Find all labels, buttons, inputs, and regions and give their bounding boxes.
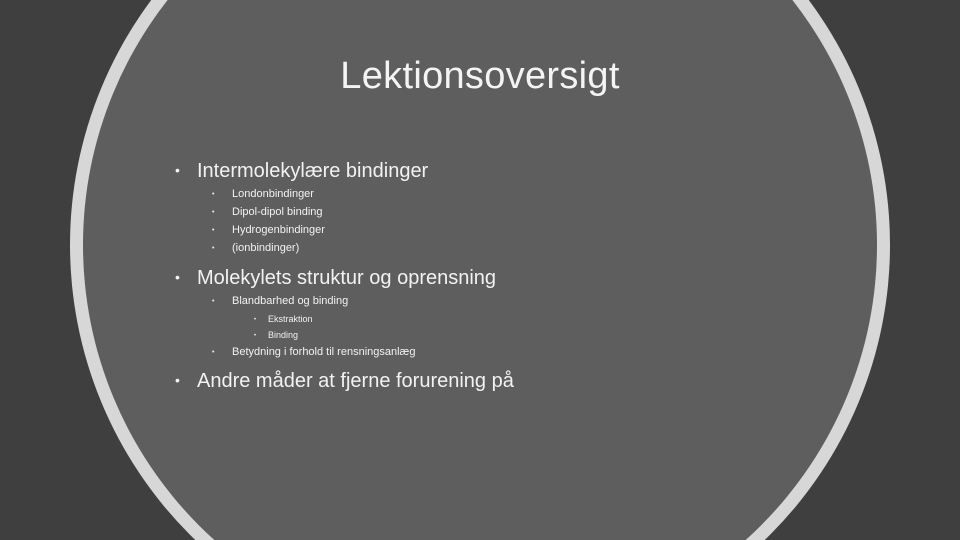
bullet-text: (ionbindinger) (232, 242, 300, 254)
bullet-icon: • (212, 245, 215, 252)
slide-title: Lektionsoversigt (340, 55, 620, 97)
sub-bullet-item (212, 188, 314, 200)
bullet-text: Binding (268, 330, 299, 340)
bullet-text: Hydrogenbindinger (232, 224, 325, 236)
bullet-icon: • (212, 227, 215, 234)
bullet-icon: • (175, 269, 180, 285)
sub-bullet-item (212, 295, 348, 307)
bullet-icon: • (175, 162, 180, 178)
sub-sub-bullet-item (254, 314, 313, 324)
bullet-icon: • (212, 209, 215, 216)
bullet-text: Ekstraktion (268, 314, 313, 324)
bullet-text: Molekylets struktur og oprensning (197, 267, 497, 289)
bullet-text: Londonbindinger (232, 188, 314, 200)
sub-bullet-item (212, 346, 415, 358)
bullet-text: Dipol-dipol binding (232, 206, 323, 218)
bullet-item (175, 160, 428, 183)
bullet-text: Blandbarhed og binding (232, 295, 349, 307)
sub-sub-bullet-item (254, 330, 298, 340)
bullet-icon: • (212, 298, 215, 305)
bullet-icon: • (212, 349, 215, 356)
bullet-item (175, 267, 496, 290)
sub-bullet-item (212, 242, 299, 254)
bullet-icon: • (254, 333, 257, 339)
bullet-text: Andre måder at fjerne forurening på (197, 370, 514, 392)
sub-bullet-item (212, 224, 325, 236)
bullet-item (175, 370, 514, 393)
bullet-text: Intermolekylære bindinger (197, 160, 429, 182)
bullet-icon: • (212, 191, 215, 198)
bullet-text: Betydning i forhold til rensningsanlæg (232, 346, 416, 358)
bullet-icon: • (175, 372, 180, 388)
bullet-icon: • (254, 317, 257, 323)
sub-bullet-item (212, 206, 323, 218)
